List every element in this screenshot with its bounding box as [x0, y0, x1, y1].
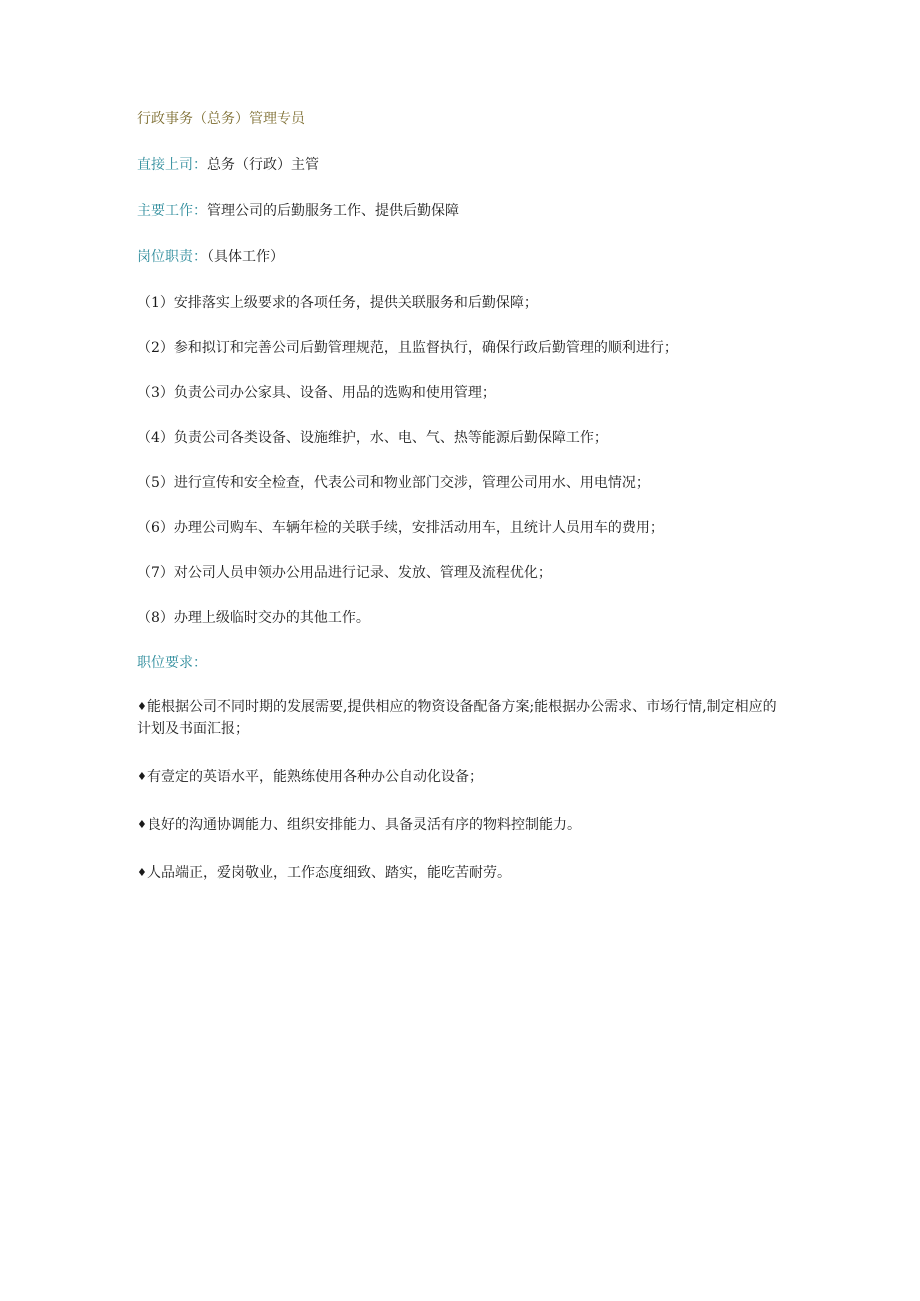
- duty-item: （7）对公司人员申领办公用品进行记录、发放、管理及流程优化；: [137, 565, 552, 581]
- duty-item: （2）参和拟订和完善公司后勤管理规范，且监督执行，确保行政后勤管理的顺利进行；: [137, 340, 678, 356]
- requirement-item: [137, 766, 782, 788]
- diamond-bullet-icon: ♦: [137, 700, 147, 713]
- field-value: （具体工作）: [207, 249, 284, 265]
- field-supervisor: [137, 154, 787, 176]
- diamond-bullet-icon: ♦: [137, 866, 147, 879]
- requirement-text: 有壹定的英语水平，能熟练使用各种办公自动化设备；: [147, 769, 483, 785]
- field-responsibilities: [137, 246, 787, 268]
- document-page: [137, 108, 787, 910]
- diamond-bullet-icon: ♦: [137, 818, 147, 831]
- field-main-work: [137, 200, 787, 222]
- duty-item: （8）办理上级临时交办的其他工作。: [137, 610, 370, 626]
- field-label: 主要工作：: [137, 203, 207, 219]
- duty-item: （1）安排落实上级要求的各项任务，提供关联服务和后勤保障；: [137, 295, 538, 311]
- field-label: 直接上司：: [137, 157, 207, 173]
- field-value: 总务（行政）主管: [207, 157, 319, 173]
- requirement-text: 人品端正，爱岗敬业，工作态度细致、踏实，能吃苦耐劳。: [147, 865, 511, 881]
- duty-item: （6）办理公司购车、车辆年检的关联手续，安排活动用车，且统计人员用车的费用；: [137, 520, 664, 536]
- duty-item: （5）进行宣传和安全检查，代表公司和物业部门交涉，管理公司用水、用电情况；: [137, 475, 650, 491]
- requirement-text: 良好的沟通协调能力、组织安排能力、具备灵活有序的物料控制能力。: [147, 817, 581, 833]
- duty-item: （4）负责公司各类设备、设施维护，水、电、气、热等能源后勤保障工作；: [137, 430, 608, 446]
- requirement-text: 能根据公司不同时期的发展需要,提供相应的物资设备配备方案;能根据办公需求、市场行情,制定相应的计划及书面汇报；: [137, 699, 777, 737]
- requirement-item: [137, 862, 782, 884]
- field-label: 岗位职责：: [137, 249, 207, 265]
- field-value: 管理公司的后勤服务工作、提供后勤保障: [207, 203, 459, 219]
- diamond-bullet-icon: ♦: [137, 770, 147, 783]
- requirement-item: [137, 696, 782, 740]
- requirement-item: [137, 814, 782, 836]
- requirements-heading: 职位要求：: [137, 655, 207, 671]
- duty-item: （3）负责公司办公家具、设备、用品的选购和使用管理；: [137, 385, 496, 401]
- document-title: 行政事务（总务）管理专员: [137, 111, 305, 127]
